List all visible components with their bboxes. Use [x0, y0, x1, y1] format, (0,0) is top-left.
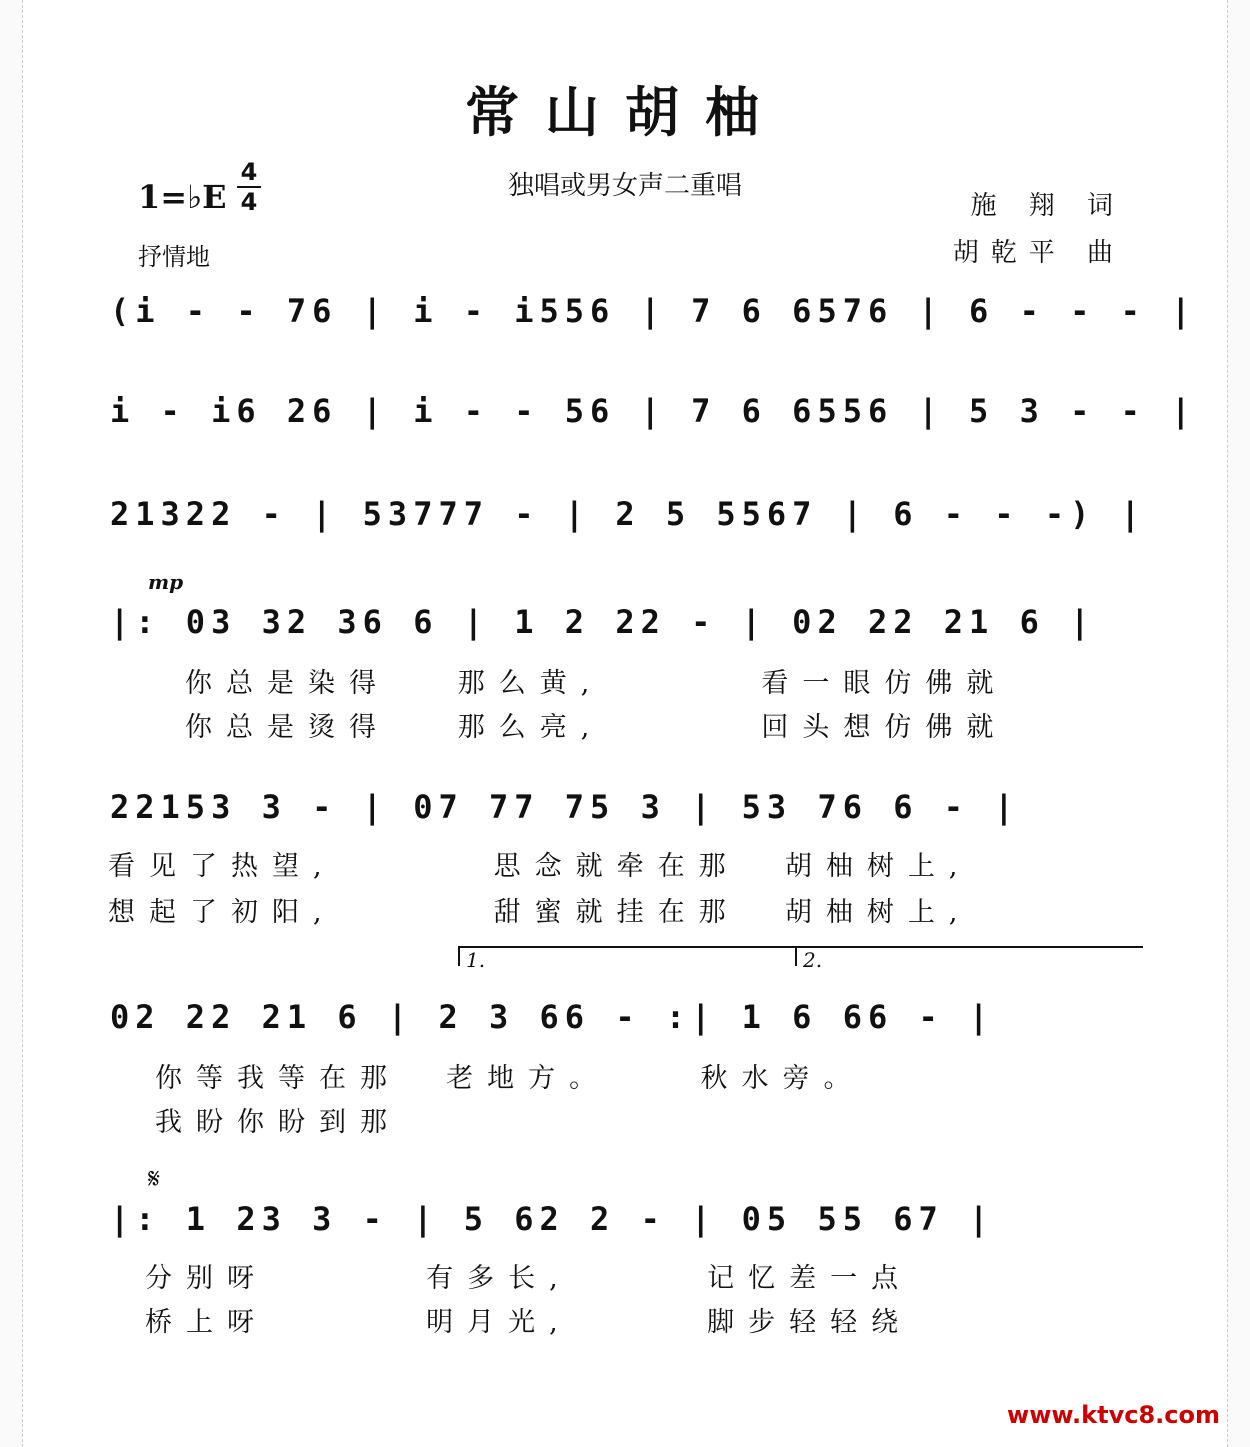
lyric-verse-2: 我盼你盼到那: [155, 1107, 401, 1138]
time-signature: [237, 160, 261, 214]
lyric-verse-1: 你等我等在那 老地方。 秋水旁。: [155, 1063, 865, 1094]
notation-line: 02 22 21 6 | 2 3 66 - :| 1 6 66 - |: [110, 998, 995, 1036]
score-row-7: [0, 1200, 1250, 1338]
notation-line: 21322 - | 53777 - | 2 5 5567 | 6 - - -) |: [110, 495, 1146, 533]
tempo-marking: 抒情地: [138, 243, 210, 271]
site-watermark: www.ktvc8.com: [1007, 1401, 1220, 1429]
notation-line: |: 1 23 3 - | 5 62 2 - | 05 55 67 |: [110, 1200, 995, 1238]
song-subtitle: 独唱或男女声二重唱: [507, 171, 742, 201]
notation-line: 22153 3 - | 07 77 75 3 | 53 76 6 - |: [110, 788, 1020, 826]
composer-credit: 胡乾平 曲: [952, 238, 1125, 268]
score-row-6: [0, 998, 1250, 1138]
lyric-verse-1: 看见了热望, 思念就牵在那 胡柚树上,: [108, 851, 972, 882]
notation-line: i - i6 26 | i - - 56 | 7 6 6556 | 5 3 - - |: [110, 392, 1197, 430]
volta-first-ending: 1.: [458, 946, 796, 966]
lyric-verse-2: 你总是烫得 那么亮, 回头想仿佛就: [185, 712, 1008, 743]
key-signature: 1=♭E: [138, 178, 227, 216]
segno-sign: 𝄋: [148, 1162, 161, 1195]
lyric-verse-1: 分别呀 有多长, 记忆差一点: [145, 1263, 913, 1294]
volta-second-ending: 2.: [795, 946, 1143, 966]
score-row-4: [0, 603, 1250, 743]
score-row-5: [0, 788, 1250, 928]
lyric-verse-2: 桥上呀 明月光, 脚步轻轻绕: [145, 1307, 913, 1338]
notation-line: |: 03 32 36 6 | 1 2 22 - | 02 22 21 6 |: [110, 603, 1096, 641]
score-row-3: [0, 495, 1250, 605]
time-sig-bottom: 4: [240, 188, 258, 216]
score-row-2: [0, 392, 1250, 502]
lyricist-credit: 施 翔 词: [970, 191, 1125, 221]
time-sig-top: 4: [240, 158, 258, 186]
score-row-1: [0, 292, 1250, 402]
lyric-verse-1: 你总是染得 那么黄, 看一眼仿佛就: [185, 668, 1008, 699]
lyric-verse-2: 想起了初阳, 甜蜜就挂在那 胡柚树上,: [108, 897, 972, 928]
dynamic-marking: mp: [148, 570, 184, 594]
notation-line: (i - - 76 | i - i556 | 7 6 6576 | 6 - - - |: [110, 292, 1197, 330]
song-title: 常山胡柚: [465, 80, 785, 144]
